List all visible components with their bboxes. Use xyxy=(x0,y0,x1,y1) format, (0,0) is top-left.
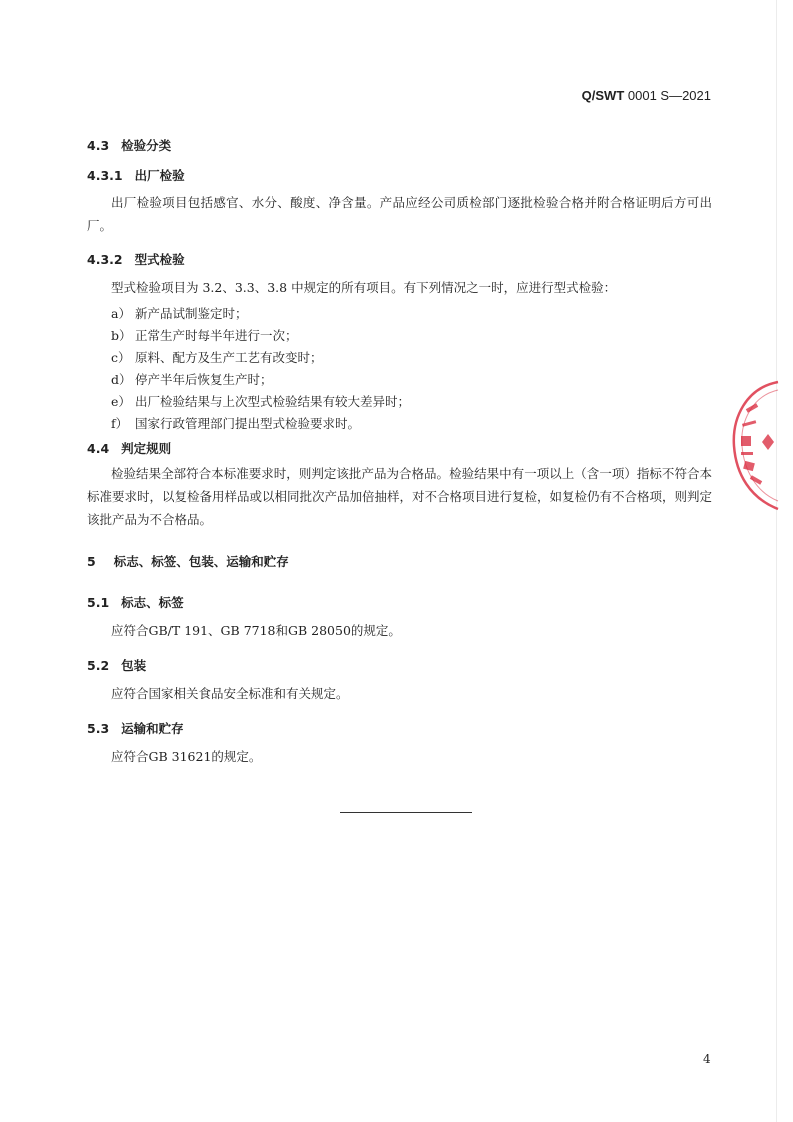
section-4-3-2-heading: 4.3.2 型式检验 xyxy=(87,252,185,267)
list-item: a） 新产品试制鉴定时； xyxy=(111,306,248,321)
section-5-3-text: 应符合GB 31621的规定。 xyxy=(111,749,262,764)
section-4-3-2-intro: 型式检验项目为 3.2、3.3、3.8 中规定的所有项目。有下列情况之一时，应进行型式检验： xyxy=(111,280,617,295)
list-item: d） 停产半年后恢复生产时； xyxy=(111,372,273,387)
section-5-3-heading: 5.3 运输和贮存 xyxy=(87,721,184,736)
section-5-1-heading: 5.1 标志、标签 xyxy=(87,595,184,610)
list-item: b） 正常生产时每半年进行一次； xyxy=(111,328,298,343)
section-4-4-heading: 4.4 判定规则 xyxy=(87,441,172,456)
section-4-3-1-text: 出厂检验项目包括感官、水分、酸度、净含量。产品应经公司质检部门逐批检验合格并附合格证明后方可出厂。 xyxy=(87,195,712,233)
section-4-3-heading: 4.3 检验分类 xyxy=(87,138,172,153)
seal-stamp-icon xyxy=(728,378,780,513)
list-item: c） 原料、配方及生产工艺有改变时； xyxy=(111,350,323,365)
document-code: Q/SWT 0001 S—2021 xyxy=(581,88,711,103)
section-5-2-heading: 5.2 包装 xyxy=(87,658,147,673)
section-4-3-1-heading: 4.3.1 出厂检验 xyxy=(87,168,185,183)
list-item: e） 出厂检验结果与上次型式检验结果有较大差异时； xyxy=(111,394,411,409)
page-edge xyxy=(776,0,777,1122)
section-4-4-text: 检验结果全部符合本标准要求时，则判定该批产品为合格品。检验结果中有一项以上（含一项）指标不符合本标准要求时，以复检备用样品或以相同批次产品加倍抽样，对不合格项目进行复检，如复检仍有不合格项，则判定该批产品为不合格品。 xyxy=(87,466,713,527)
page-number: 4 xyxy=(703,1052,711,1066)
section-5-2-text: 应符合国家相关食品安全标准和有关规定。 xyxy=(111,686,349,701)
end-rule xyxy=(340,812,472,813)
section-5-heading: 5 标志、标签、包装、运输和贮存 xyxy=(87,554,289,569)
section-5-1-text: 应符合GB/T 191、GB 7718和GB 28050的规定。 xyxy=(111,623,401,638)
list-item: f） 国家行政管理部门提出型式检验要求时。 xyxy=(111,416,361,431)
